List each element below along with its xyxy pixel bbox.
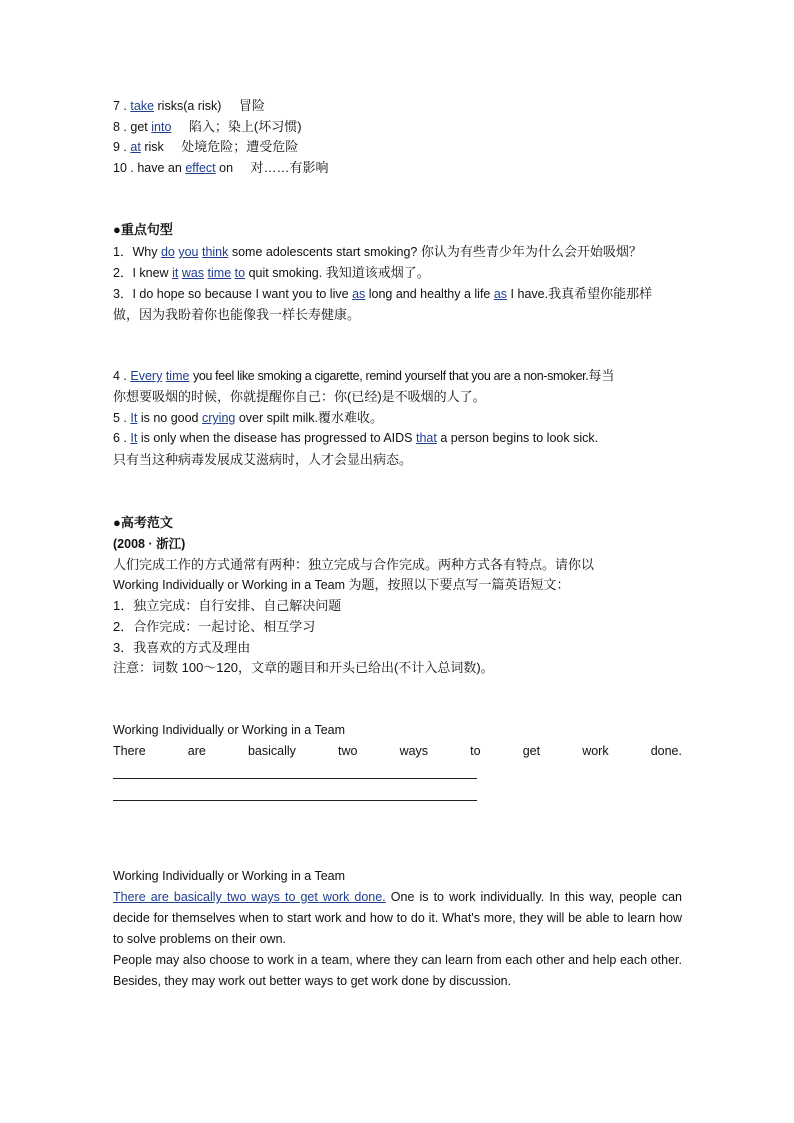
phrase-text: risk [144, 140, 164, 154]
sentence-6-translation: 只有当这种病毒发展成艾滋病时，人才会显出病态。 [113, 452, 413, 467]
section-heading-key-sentences: ●重点句型 [113, 222, 173, 237]
keyword: take [130, 99, 155, 113]
section-heading-model-essay: ●高考范文 [113, 515, 173, 530]
sentence-text: 2．I knew [113, 266, 169, 280]
phrase-7 [113, 98, 265, 114]
keyword: into [151, 120, 172, 134]
sentence-text: a person begins to look sick. [440, 431, 599, 445]
sentence-5 [113, 410, 383, 426]
phrase-text: get [130, 120, 148, 134]
phrase-8 [113, 119, 302, 135]
essay-note: 注意：词数 100～120，文章的题目和开头已给出(不计入总词数)。 [113, 660, 494, 675]
sentence-text: 3．I do hope so because I want you to live [113, 287, 349, 301]
essay-intro: 人们完成工作的方式通常有两种：独立完成与合作完成。两种方式各有特点。请你以 [113, 557, 595, 572]
phrase-number: 9 . [113, 140, 127, 154]
keyword: Every [130, 369, 163, 383]
keyword: time [165, 369, 190, 383]
phrase-9 [113, 139, 298, 155]
sentence-text: is only when the disease has progressed to AIDS [140, 431, 413, 445]
sample-paragraph-1 [113, 887, 682, 950]
sentence-translation: 我知道该戒烟了。 [325, 265, 430, 280]
phrase-translation: 对……有影响 [250, 160, 329, 175]
sentence-text: I have. [510, 287, 549, 301]
keyword: think [201, 245, 229, 259]
essay-point-3: 3．我喜欢的方式及理由 [113, 640, 251, 655]
keyword: It [130, 411, 138, 425]
keyword: do [160, 245, 175, 259]
sentence-text: long and healthy a life [368, 287, 491, 301]
answer-title: Working Individually or Working in a Team [113, 723, 346, 737]
keyword: to [234, 266, 246, 280]
essay-point-2: 2．合作完成：一起讨论、相互学习 [113, 619, 316, 634]
phrase-number: 8 . [113, 120, 127, 134]
sentence-text: 6 . [113, 431, 127, 445]
phrase-translation: 冒险 [238, 98, 265, 113]
sentence-text: 4 . [113, 369, 127, 383]
sentence-text: some adolescents start smoking? [231, 245, 418, 259]
keyword: It [130, 431, 138, 445]
phrase-number: 7 . [113, 99, 127, 113]
keyword: effect [185, 161, 216, 175]
keyword: time [207, 266, 232, 280]
sentence-2 [113, 265, 430, 281]
sentence-text: you feel like smoking a cigarette, remind yourself that you are a non‑smoker. [192, 369, 589, 383]
sample-first-sentence: There are basically two ways to get work done. [113, 890, 386, 904]
sample-paragraph-2: People may also choose to work in a team, where they can learn from each other and help each other. Besides, they may work out better ways to get work done by discussion. [113, 953, 682, 988]
phrase-translation: 陷入；染上(坏习惯) [188, 119, 302, 134]
sentence-text: over spilt milk. [238, 411, 319, 425]
sentence-text: is no good [140, 411, 199, 425]
keyword: as [352, 287, 366, 301]
essay-instruction: 为题，按照以下要点写一篇英语短文： [348, 577, 570, 592]
essay-source: (2008 · 浙江) [113, 537, 186, 551]
sentence-3 [113, 286, 652, 302]
sentence-text: quit smoking. [248, 266, 323, 280]
sentence-translation: 覆水难收。 [318, 410, 384, 425]
answer-start-sentence: There are basically two ways to get work done. [113, 744, 682, 758]
keyword: at [130, 140, 141, 154]
sentence-1 [113, 244, 642, 260]
keyword: that [416, 431, 437, 445]
phrase-text: on [219, 161, 234, 175]
phrase-text: risks(a risk) [157, 99, 222, 113]
phrase-translation: 处境危险；遭受危险 [181, 139, 299, 154]
sentence-translation: 你认为有些青少年为什么会开始吸烟？ [420, 244, 642, 259]
sentence-text: 5 . [113, 411, 127, 425]
sentence-6 [113, 430, 598, 446]
keyword: it [172, 266, 179, 280]
answer-line [113, 778, 477, 779]
sentence-4-translation-cont: 你想要吸烟的时候，你就提醒你自己：你(已经)是不吸烟的人了。 [113, 389, 486, 404]
sample-text: One is to work individually. In this way, people can decide for themselves when to start work and how to do it. What's more, they will be able to learn how to solve problems on their own. [113, 890, 682, 946]
sentence-translation: 每当 [588, 368, 615, 383]
answer-line [113, 800, 477, 801]
phrase-10 [113, 160, 329, 176]
keyword: as [493, 287, 508, 301]
keyword: crying [202, 411, 236, 425]
essay-intro-cont [113, 577, 570, 593]
keyword: was [181, 266, 205, 280]
sample-title: Working Individually or Working in a Team [113, 869, 346, 883]
sentence-text: 1．Why [113, 245, 158, 259]
sentence-translation: 我真希望你能那样 [548, 286, 653, 301]
essay-title-text: Working Individually or Working in a Team [113, 578, 346, 592]
sentence-4 [113, 368, 614, 384]
keyword: you [178, 245, 199, 259]
sentence-3-translation-cont: 做，因为我盼着你也能像我一样长寿健康。 [113, 307, 361, 322]
phrase-number: 10 . [113, 161, 134, 175]
essay-point-1: 1．独立完成：自行安排、自己解决问题 [113, 598, 342, 613]
phrase-text: have an [137, 161, 182, 175]
